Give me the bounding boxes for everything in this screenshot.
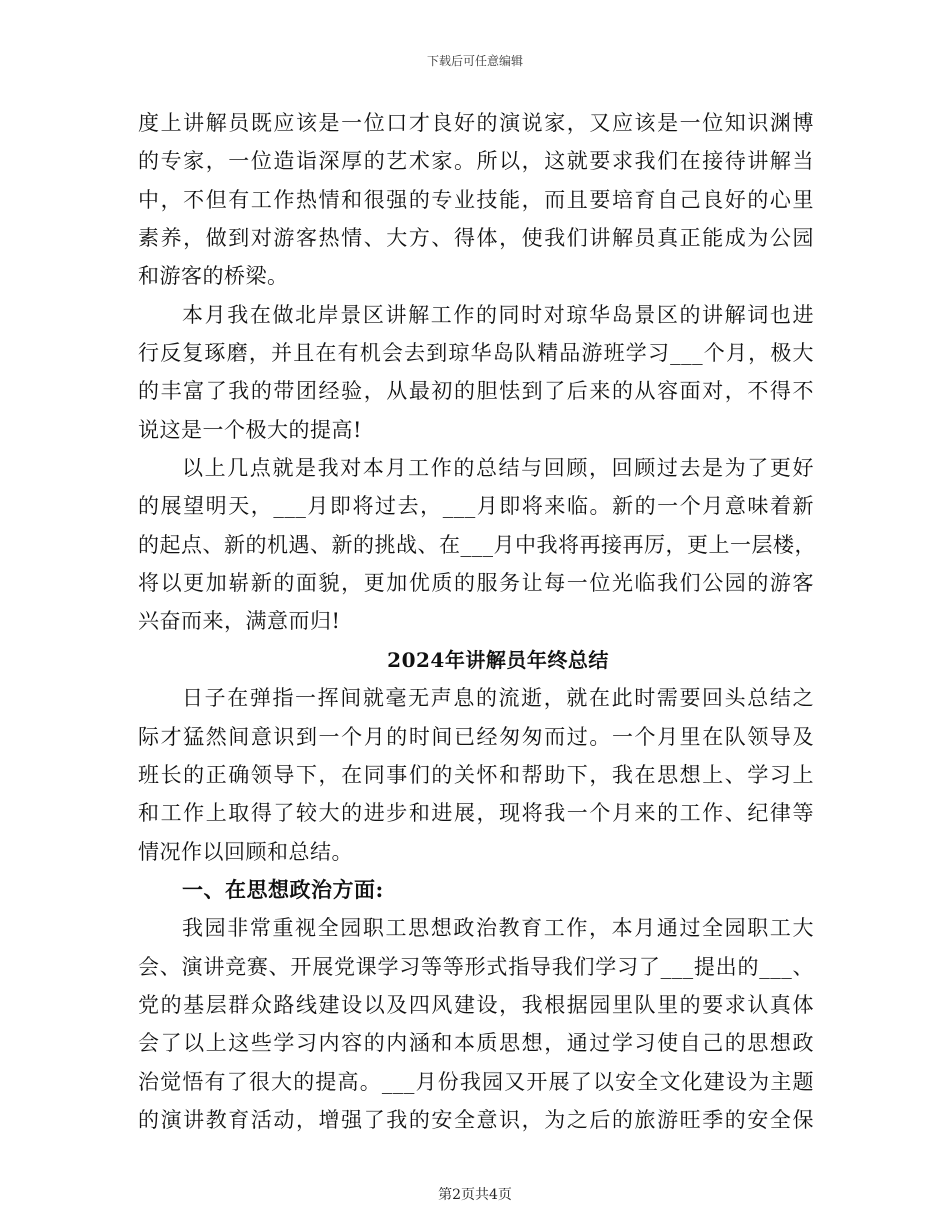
body-line: 素养，做到对游客热情、大方、得体，使我们讲解员真正能成为公园 [138, 226, 814, 251]
body-line: 会、演讲竞赛、开展党课学习等等形式指导我们学习了___提出的___、 [138, 954, 814, 979]
body-line: 情况作以回顾和总结。 [138, 839, 353, 864]
subsection-heading: 一、在思想政治方面: [182, 876, 384, 902]
section-title: 2024年讲解员年终总结 [387, 647, 609, 672]
body-line: 以上几点就是我对本月工作的总结与回顾，回顾过去是为了更好 [182, 456, 814, 481]
body-line: 党的基层群众路线建设以及四风建设，我根据园里队里的要求认真体 [138, 992, 814, 1017]
body-line: 将以更加崭新的面貌，更加优质的服务让每一位光临我们公园的游客 [138, 571, 814, 596]
body-line: 班长的正确领导下，在同事们的关怀和帮助下，我在思想上、学习上 [138, 762, 814, 787]
body-line: 会了以上这些学习内容的内涵和本质思想，通过学习使自己的思想政 [138, 1031, 814, 1056]
document-body [138, 104, 814, 1139]
body-line: 的演讲教育活动，增强了我的安全意识，为之后的旅游旺季的安全保 [138, 1107, 814, 1132]
body-line: 兴奋而来，满意而归! [138, 609, 341, 634]
body-line: 度上讲解员既应该是一位口才良好的演说家，又应该是一位知识渊博 [138, 111, 814, 135]
body-line: 和游客的桥梁。 [138, 264, 289, 289]
body-line: 和工作上取得了较大的进步和进展，现将我一个月来的工作、纪律等 [138, 801, 814, 826]
page-header: 下载后可任意编辑 [426, 54, 523, 68]
body-line: 的丰富了我的带团经验，从最初的胆怯到了后来的从容面对，不得不 [138, 379, 814, 404]
body-line: 的专家，一位造诣深厚的艺术家。所以，这就要求我们在接待讲解当 [138, 149, 814, 174]
body-line: 的起点、新的机遇、新的挑战、在___月中我将再接再厉，更上一层楼， [138, 532, 816, 557]
body-line: 的展望明天，___月即将过去，___月即将来临。新的一个月意味着新 [138, 494, 814, 519]
body-line: 治觉悟有了很大的提高。___月份我园又开展了以安全文化建设为主题 [138, 1069, 814, 1094]
body-line: 际才猛然间意识到一个月的时间已经匆匆而过。一个月里在队领导及 [138, 724, 814, 749]
body-line: 日子在弹指一挥间就毫无声息的流逝，就在此时需要回头总结之 [182, 686, 814, 711]
body-line: 本月我在做北岸景区讲解工作的同时对琼华岛景区的讲解词也进 [182, 302, 814, 327]
body-line: 说这是一个极大的提高! [138, 417, 362, 442]
body-line: 我园非常重视全园职工思想政治教育工作，本月通过全园职工大 [182, 916, 814, 941]
body-line: 行反复琢磨，并且在有机会去到琼华岛队精品游班学习___个月，极大 [138, 341, 814, 366]
body-line: 中，不但有工作热情和很强的专业技能，而且要培育自己良好的心里 [138, 187, 814, 212]
page-footer: 第2页共4页 [438, 1187, 512, 1203]
